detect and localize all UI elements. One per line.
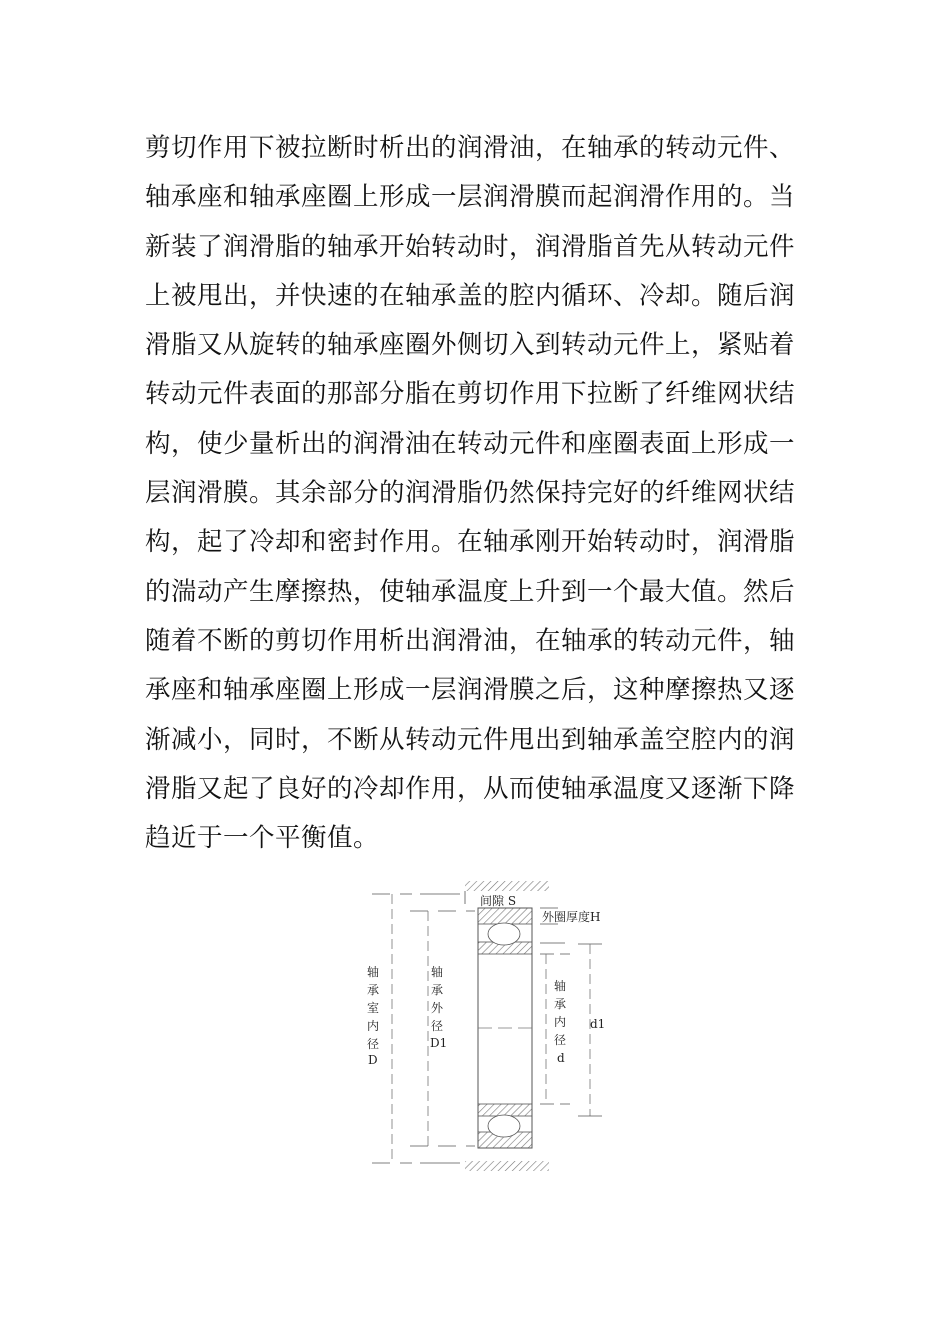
bearing-id-label-char: d (557, 1051, 565, 1065)
text-line: 构，起了冷却和密封作用。在轴承刚开始转动时，润滑脂 (145, 527, 796, 558)
text-line: 承座和轴承座圈上形成一层润滑膜之后，这种摩擦热又逐 (145, 675, 796, 706)
bearing-id-label-char: 承 (554, 997, 567, 1011)
text-line: 渐减小，同时，不断从转动元件甩出到轴承盖空腔内的润 (145, 724, 796, 755)
text-line: 新装了润滑脂的轴承开始转动时，润滑脂首先从转动元件 (145, 231, 796, 262)
bearing-od-label-char: 外 (431, 1001, 444, 1015)
text-line: 趋近于一个平衡值。 (145, 823, 380, 854)
bearing-id-label-char: 径 (554, 1033, 567, 1047)
ball-top (488, 923, 520, 945)
body-paragraph (145, 124, 810, 863)
housing-bottom-hatch (465, 1161, 549, 1171)
outer-ring-top (478, 908, 532, 924)
outer-ring-thickness-label: 外圈厚度H (542, 910, 601, 924)
housing-bore-label-char: 承 (367, 983, 380, 997)
text-line: 滑脂又从旋转的轴承座圈外侧切入到转动元件上，紧贴着 (145, 330, 796, 361)
ball-bottom (488, 1115, 520, 1137)
text-line: 剪切作用下被拉断时析出的润滑油，在轴承的转动元件、 (145, 133, 796, 163)
bearing-diagram (340, 876, 660, 1186)
d1-label: d1 (590, 1017, 606, 1031)
text-line: 滑脂又起了良好的冷却作用，从而使轴承温度又逐渐下降 (145, 773, 796, 804)
housing-top-hatch (465, 881, 549, 891)
bearing-id-label-char: 内 (554, 1015, 567, 1029)
housing-bore-label-char: 轴 (367, 965, 380, 979)
housing-bore-label-char: 径 (367, 1037, 380, 1051)
bearing-od-label-char: 径 (431, 1019, 444, 1033)
gap-label: 间隙 S (480, 894, 517, 908)
housing-bore-label-char: D (368, 1053, 378, 1067)
text-line: 转动元件表面的那部分脂在剪切作用下拉断了纤维网状结 (145, 379, 796, 410)
bearing-id-label-char: 轴 (554, 979, 567, 993)
housing-bore-label-char: 室 (367, 1001, 380, 1015)
text-line: 轴承座和轴承座圈上形成一层润滑膜而起润滑作用的。当 (145, 182, 796, 213)
text-line: 随着不断的剪切作用析出润滑油，在轴承的转动元件，轴 (145, 625, 796, 656)
housing-bore-label-char: 内 (367, 1019, 380, 1033)
bearing-od-label-char: 承 (431, 983, 444, 997)
text-line: 上被甩出，并快速的在轴承盖的腔内循环、冷却。随后润 (145, 280, 796, 311)
text-line: 层润滑膜。其余部分的润滑脂仍然保持完好的纤维网状结 (145, 478, 796, 509)
bearing-od-label-char: D1 (430, 1036, 448, 1050)
inner-ring-bottom (478, 1104, 532, 1116)
text-line: 的湍动产生摩擦热，使轴承温度上升到一个最大值。然后 (145, 576, 796, 607)
text-line: 构，使少量析出的润滑油在转动元件和座圈表面上形成一 (145, 428, 796, 459)
bearing-od-label-char: 轴 (431, 965, 444, 979)
